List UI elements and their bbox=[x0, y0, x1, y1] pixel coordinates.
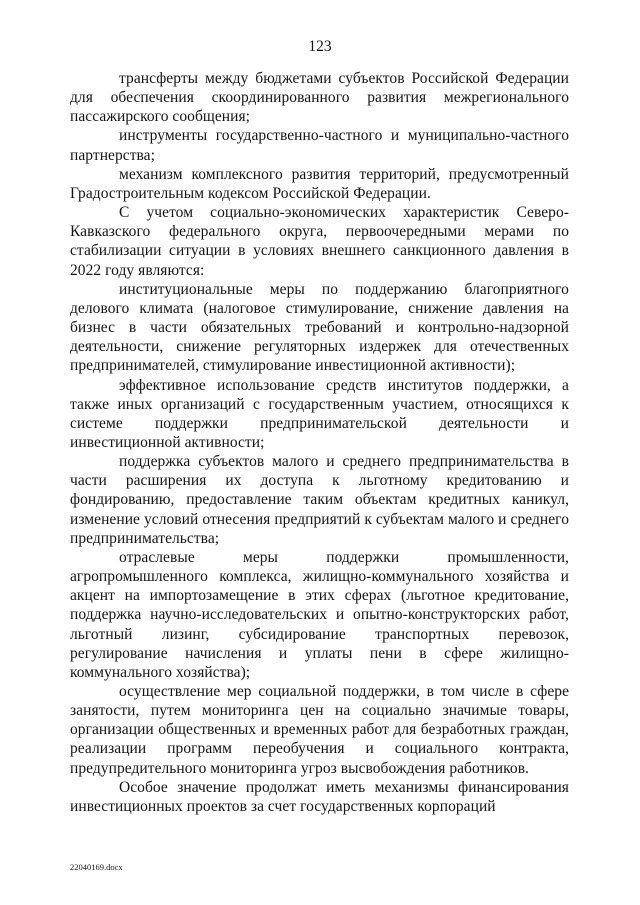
paragraph-social-support: осуществление мер социальной поддержки, в том числе в сфере занятости, путем мониторинга цен на социально значимые товары, организации общественных и временных работ для безработных граждан, реализации программ переобучения и социального контракта, предупредительного мониторинга угроз высвобождения работников. bbox=[70, 683, 569, 777]
paragraph-sector-measures: отраслевые меры поддержки промышленности, агропромышленного комплекса, жилищно-коммунального хозяйства и акцент на импортозамещение в этих сферах (льготное кредитование, поддержка научно-исследовательских и опытно-конструкторских работ, льготный лизинг, субсидирование транспортных перевозок, регулирование начисления и уплаты пени в сфере жилищно-коммунального хозяйства); bbox=[70, 548, 569, 681]
paragraph-ppp-instruments: инструменты государственно-частного и муниципально-частного партнерства; bbox=[70, 127, 569, 164]
paragraph-institutional-measures: институциональные меры по поддержанию благоприятного делового климата (налоговое стимулирование, снижение давления на бизнес в части обязательных требований и контрольно-надзорной деятельности, снижение регуляторных издержек для отечественных предпринимателей, стимулирование инвестиционной активности); bbox=[70, 280, 569, 375]
paragraph-territory-development: механизм комплексного развития территорий, предусмотренный Градостроительным кодексом Российской Федерации. bbox=[70, 165, 569, 202]
page-number: 123 bbox=[308, 38, 332, 55]
footer-filename: 22040169.docx bbox=[70, 862, 123, 872]
paragraph-support-institutions: эффективное использование средств институтов поддержки, а также иных организаций с государственным участием, относящихся к системе поддержки предпринимательской деятельности и инвестиционной активности; bbox=[70, 376, 569, 451]
paragraph-transfers: трансферты между бюджетами субъектов Российской Федерации для обеспечения скоординированного развития межрегионального пассажирского сообщения; bbox=[70, 70, 569, 126]
document-body bbox=[70, 69, 569, 816]
paragraph-financing-mechanisms: Особое значение продолжат иметь механизмы финансирования инвестиционных проектов за счет государственных корпораций bbox=[70, 778, 569, 815]
paragraph-sme-support: поддержка субъектов малого и среднего предпринимательства в части расширения их доступа к льготному кредитованию и фондированию, предоставление таким объектам кредитных каникул, изменение условий отнесения предприятий к субъектам малого и среднего предпринимательства; bbox=[70, 453, 569, 547]
paragraph-priority-measures-intro: С учетом социально-экономических характеристик Северо-Кавказского федерального округа, первоочередными мерами по стабилизации ситуации в условиях внешнего санкционного давления в 2022 году являются: bbox=[70, 204, 569, 279]
